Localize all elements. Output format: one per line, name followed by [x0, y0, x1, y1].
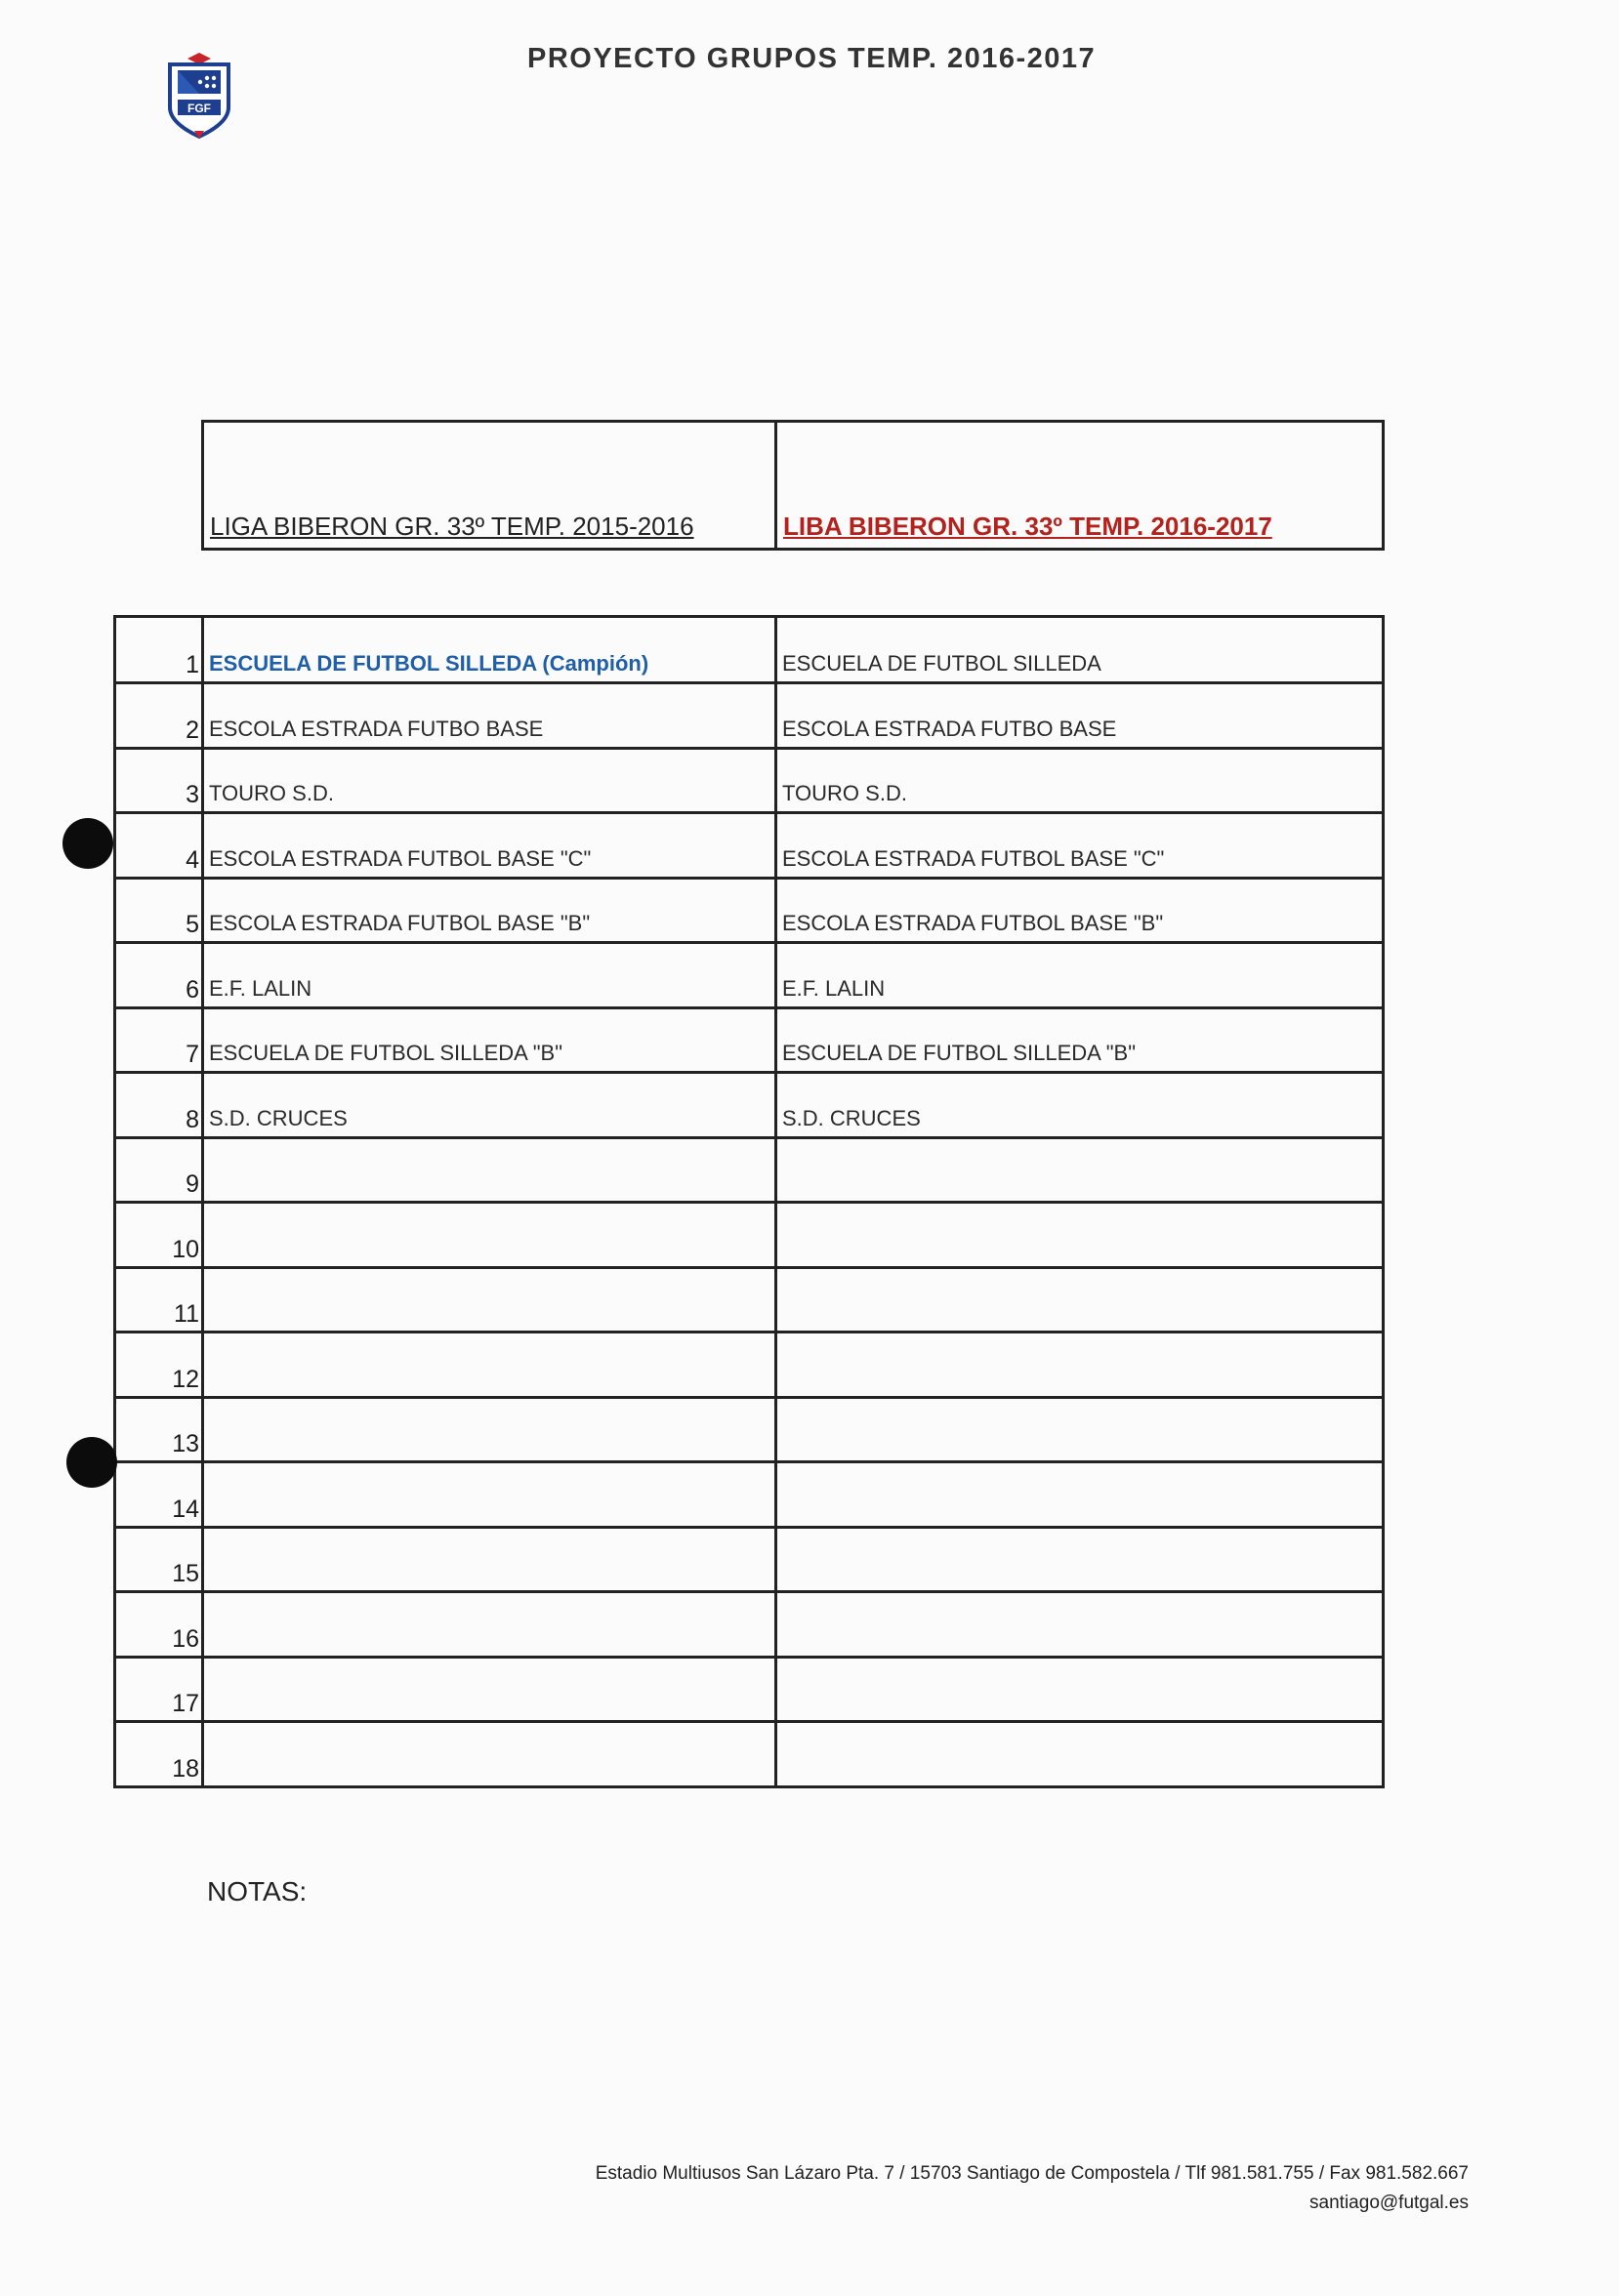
row-number-cell [116, 1009, 204, 1072]
row-number-cell [116, 1204, 204, 1266]
row-number-cell [116, 1074, 204, 1136]
previous-season-cell [204, 1269, 777, 1332]
current-season-cell [777, 1139, 1382, 1202]
previous-team-name: ESCOLA ESTRADA FUTBOL BASE "C" [209, 845, 592, 871]
current-season-cell [777, 1074, 1382, 1136]
current-season-cell [777, 1529, 1382, 1591]
current-season-cell [777, 618, 1382, 681]
footer-address: Estadio Multiusos San Lázaro Pta. 7 / 15703 Santiago de Compostela / Tlf 981.581.755 / Fax 981.582.667 [595, 2163, 1469, 2184]
previous-season-cell [204, 684, 777, 747]
row-number-cell [116, 1723, 204, 1785]
table-row [116, 941, 1382, 1006]
previous-team-name: ESCUELA DE FUTBOL SILLEDA "B" [209, 1041, 563, 1065]
previous-season-label: LIGA BIBERON GR. 33º TEMP. 2015-2016 [210, 512, 694, 541]
previous-team-name: ESCUELA DE FUTBOL SILLEDA (Campión) [209, 651, 649, 676]
logo-text: FGF [187, 102, 211, 115]
table-row [116, 1071, 1382, 1136]
row-number: 8 [186, 1105, 199, 1133]
previous-season-cell [204, 618, 777, 681]
row-number-cell [116, 684, 204, 747]
table-row [116, 1331, 1382, 1396]
table-row [116, 1266, 1382, 1332]
current-season-cell [777, 684, 1382, 747]
row-number: 13 [172, 1430, 199, 1457]
previous-team-name: ESCOLA ESTRADA FUTBOL BASE "B" [209, 911, 591, 935]
row-number: 15 [172, 1560, 199, 1587]
row-number: 3 [186, 781, 199, 808]
row-number: 12 [172, 1365, 199, 1393]
row-number-cell [116, 618, 204, 681]
previous-season-cell [204, 1139, 777, 1202]
previous-team-name: TOURO S.D. [209, 781, 334, 805]
table-row [116, 811, 1382, 877]
current-season-header [777, 423, 1382, 548]
row-number-cell [116, 944, 204, 1006]
table-row [116, 681, 1382, 747]
table-row [116, 1136, 1382, 1202]
current-team-name: TOURO S.D. [782, 781, 907, 805]
table-row [116, 747, 1382, 812]
previous-season-cell [204, 1593, 777, 1656]
row-number-cell [116, 1139, 204, 1202]
row-number: 2 [186, 716, 199, 744]
row-number: 7 [186, 1041, 199, 1068]
current-season-cell [777, 1333, 1382, 1396]
current-team-name: ESCOLA ESTRADA FUTBOL BASE "B" [782, 911, 1164, 935]
previous-season-cell [204, 1204, 777, 1266]
table-row [116, 1460, 1382, 1526]
current-season-cell [777, 944, 1382, 1006]
previous-team-name: ESCOLA ESTRADA FUTBO BASE [209, 716, 544, 741]
current-season-cell [777, 1723, 1382, 1785]
notes-label: NOTAS: [207, 1876, 308, 1906]
row-number: 5 [186, 911, 199, 938]
current-team-name: S.D. CRUCES [782, 1105, 921, 1130]
teams-table [113, 615, 1385, 1788]
table-row [116, 877, 1382, 942]
row-number: 4 [186, 845, 199, 874]
table-row [116, 1590, 1382, 1656]
row-number-cell [116, 1463, 204, 1526]
previous-season-cell [204, 1399, 777, 1461]
table-row [116, 618, 1382, 681]
previous-season-cell [204, 1659, 777, 1721]
previous-season-cell [204, 1529, 777, 1591]
previous-team-name: E.F. LALIN [209, 975, 312, 1001]
row-number-cell [116, 1269, 204, 1332]
punch-hole [62, 818, 113, 869]
current-team-name: ESCOLA ESTRADA FUTBOL BASE "C" [782, 845, 1165, 871]
row-number: 14 [172, 1495, 199, 1523]
document-title: PROYECTO GRUPOS TEMP. 2016-2017 [527, 43, 1097, 74]
previous-season-header [204, 423, 777, 548]
previous-season-cell [204, 880, 777, 942]
table-row [116, 1396, 1382, 1461]
row-number-cell [116, 1333, 204, 1396]
punch-hole [66, 1437, 117, 1488]
row-number: 11 [174, 1300, 199, 1328]
row-number: 6 [186, 975, 199, 1004]
table-row [116, 1006, 1382, 1072]
previous-season-cell [204, 814, 777, 877]
current-team-name: ESCUELA DE FUTBOL SILLEDA "B" [782, 1041, 1137, 1065]
row-number: 16 [172, 1624, 199, 1653]
current-season-cell [777, 1593, 1382, 1656]
current-team-name: E.F. LALIN [782, 975, 886, 1001]
footer-email: santiago@futgal.es [1309, 2193, 1469, 2213]
row-number: 9 [186, 1170, 199, 1198]
current-season-cell [777, 750, 1382, 812]
previous-season-cell [204, 1463, 777, 1526]
row-number-cell [116, 814, 204, 877]
previous-season-cell [204, 1074, 777, 1136]
current-season-cell [777, 1269, 1382, 1332]
table-row [116, 1201, 1382, 1266]
previous-season-cell [204, 1333, 777, 1396]
row-number-cell [116, 880, 204, 942]
current-season-cell [777, 1659, 1382, 1721]
fgf-logo [164, 51, 234, 141]
current-season-cell [777, 814, 1382, 877]
table-row [116, 1656, 1382, 1721]
current-team-name: ESCUELA DE FUTBOL SILLEDA [782, 651, 1101, 676]
current-team-name: ESCOLA ESTRADA FUTBO BASE [782, 716, 1117, 741]
row-number: 17 [172, 1690, 199, 1717]
table-row [116, 1720, 1382, 1785]
previous-season-cell [204, 1723, 777, 1785]
current-season-cell [777, 1463, 1382, 1526]
previous-team-name: S.D. CRUCES [209, 1105, 348, 1130]
current-season-cell [777, 880, 1382, 942]
season-header-table [201, 420, 1385, 551]
row-number-cell [116, 1593, 204, 1656]
current-season-cell [777, 1399, 1382, 1461]
current-season-cell [777, 1009, 1382, 1072]
previous-season-cell [204, 944, 777, 1006]
row-number: 1 [186, 651, 199, 678]
row-number-cell [116, 1399, 204, 1461]
row-number-cell [116, 750, 204, 812]
row-number: 10 [172, 1235, 199, 1263]
current-season-cell [777, 1204, 1382, 1266]
previous-season-cell [204, 750, 777, 812]
row-number-cell [116, 1529, 204, 1591]
current-season-label: LIBA BIBERON GR. 33º TEMP. 2016-2017 [783, 512, 1272, 541]
table-row [116, 1526, 1382, 1591]
previous-season-cell [204, 1009, 777, 1072]
row-number-cell [116, 1659, 204, 1721]
row-number: 18 [172, 1754, 199, 1783]
